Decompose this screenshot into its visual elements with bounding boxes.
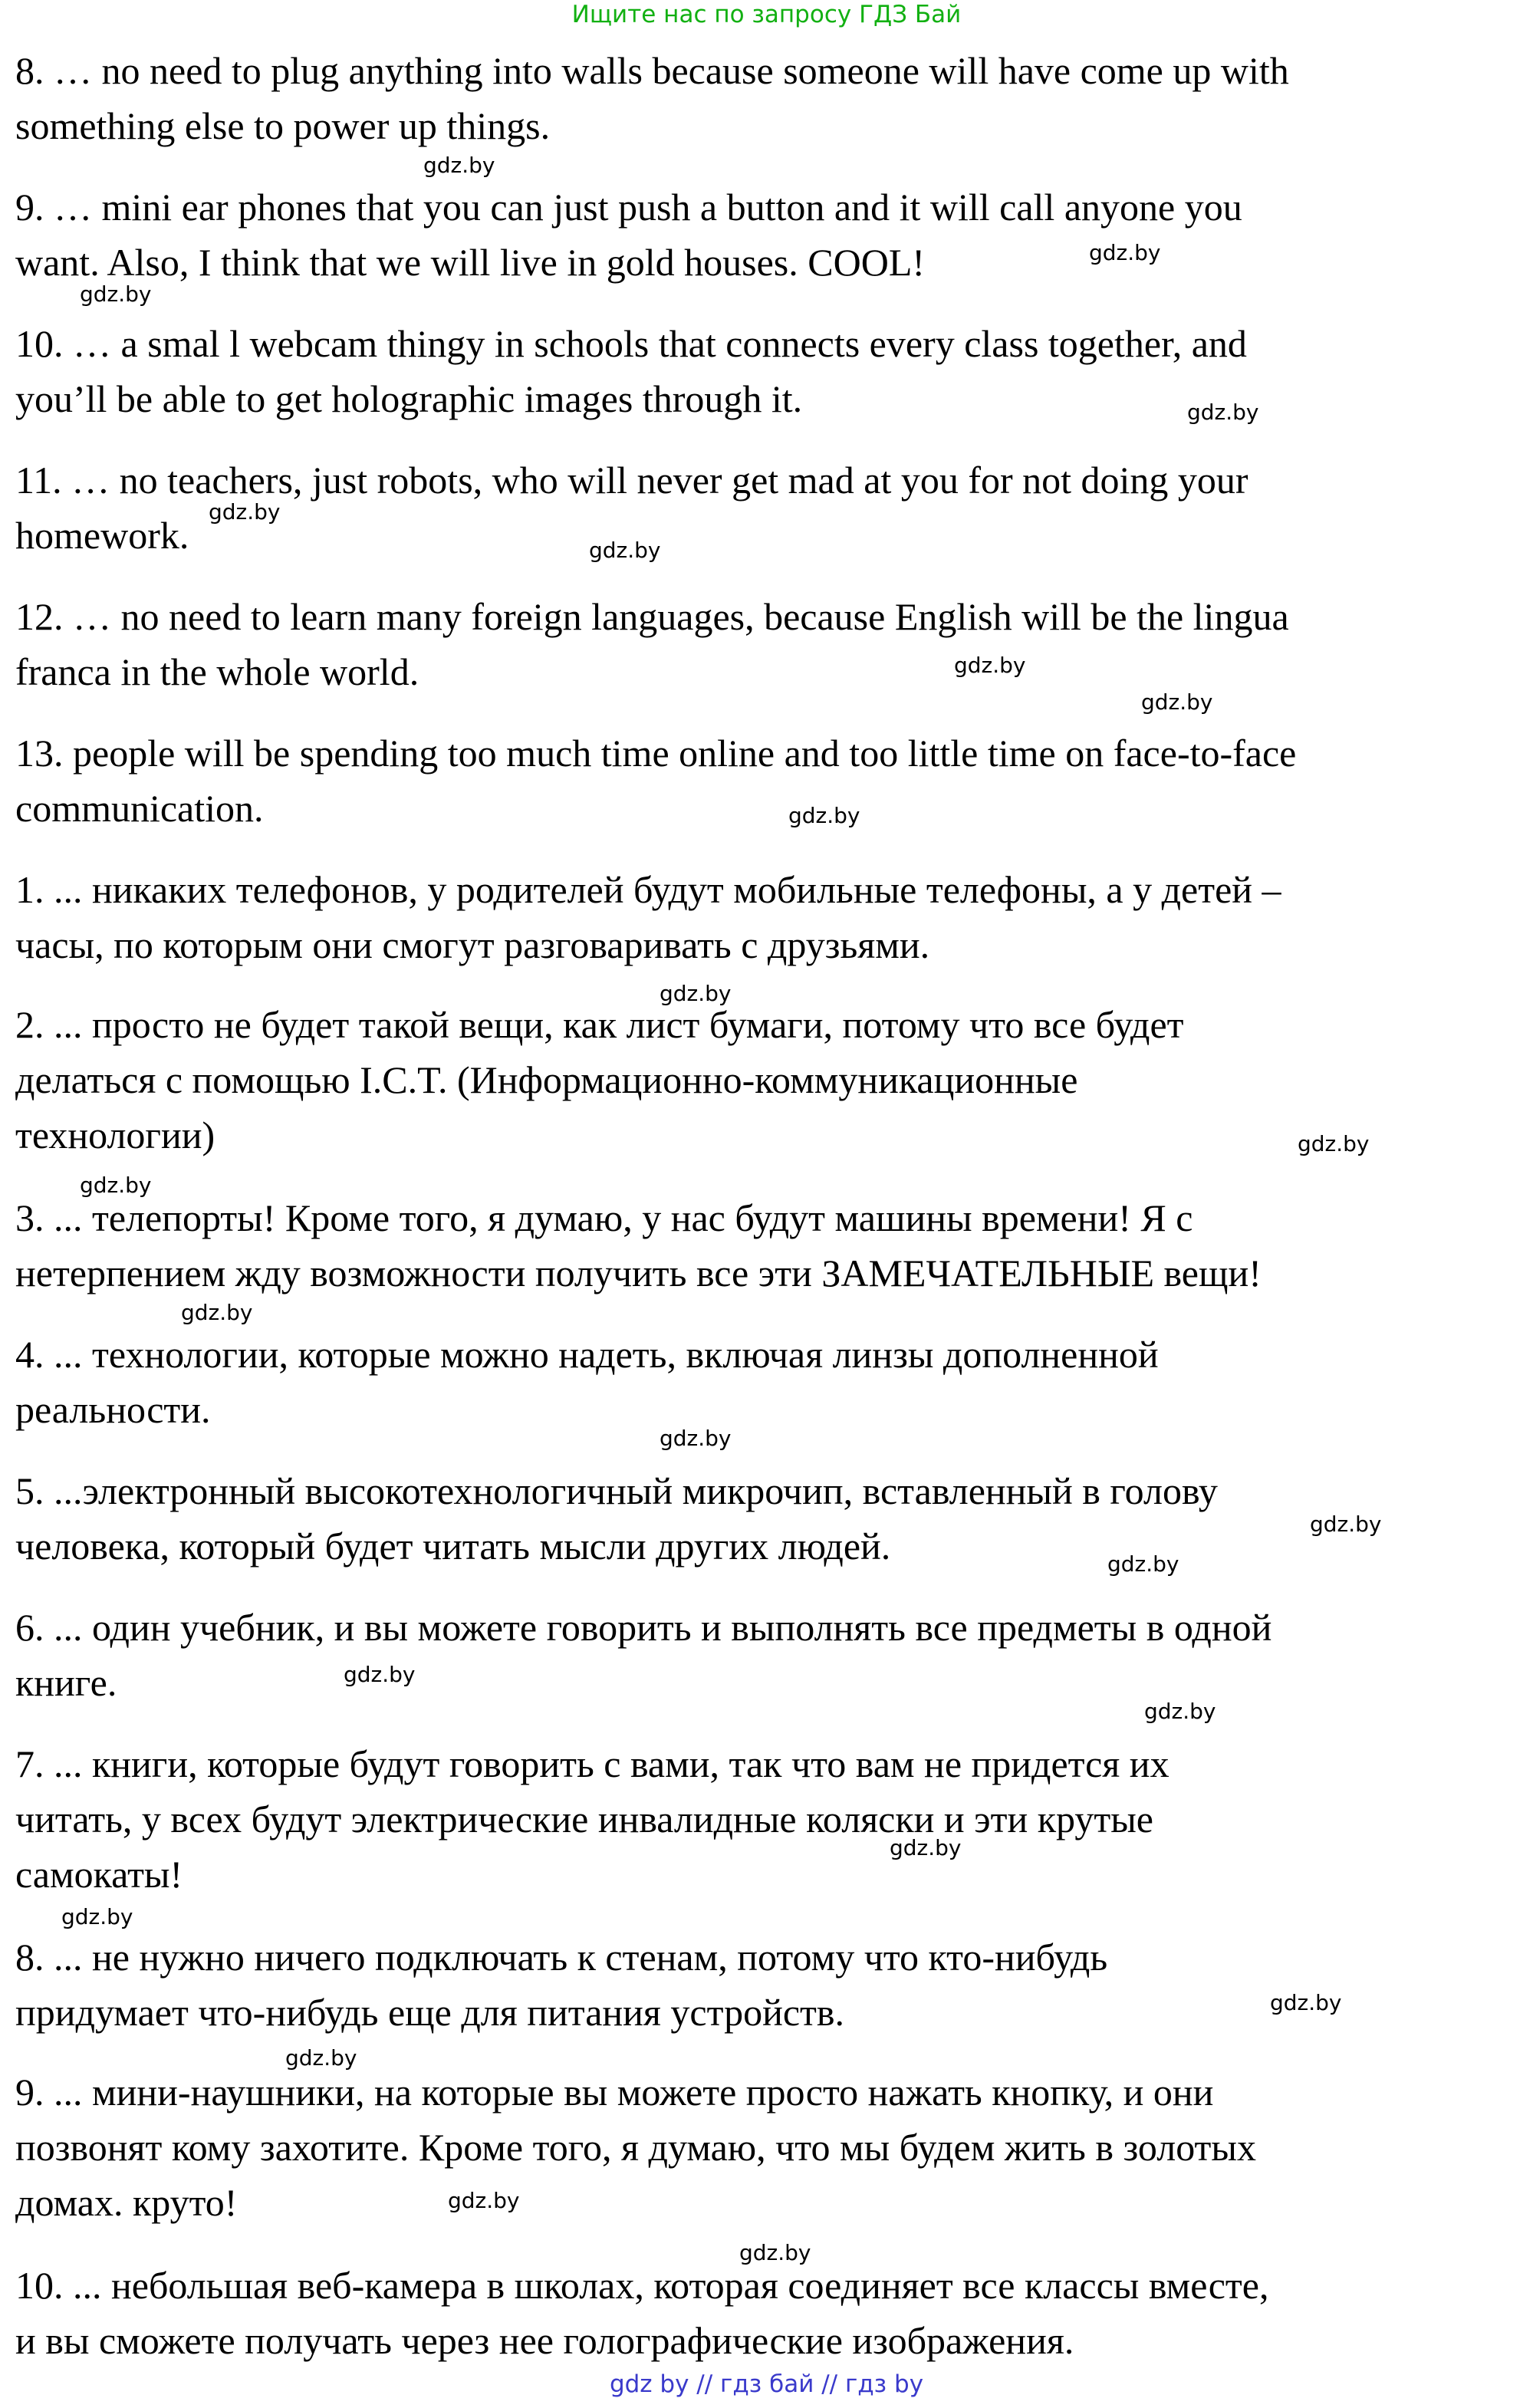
text-line: 13. people will be spending too much time online and too little time on face-to-face [15, 732, 1297, 775]
text-line: 10. ... небольшая веб-камера в школах, которая соединяет все классы вместе, [15, 2264, 1269, 2307]
text-line: 3. ... телепорты! Кроме того, я думаю, у нас будут машины времени! Я с [15, 1196, 1193, 1239]
text-line: 4. ... технологии, которые можно надеть, включая линзы дополненной [15, 1333, 1159, 1376]
watermark: gdz.by [954, 653, 1026, 678]
text-line: самокаты! [15, 1853, 183, 1896]
english-item-10 [15, 316, 1518, 426]
watermark: gdz.by [285, 2045, 357, 2071]
text-line: homework. [15, 514, 189, 557]
text-line: 5. ...электронный высокотехнологичный микрочип, вставленный в голову [15, 1469, 1218, 1512]
text-line: позвонят кому захотите. Кроме того, я думаю, что мы будем жить в золотых [15, 2126, 1256, 2169]
watermark: gdz.by [788, 803, 860, 828]
watermark: gdz.by [890, 1835, 962, 1860]
text-line: 9. ... мини-наушники, на которые вы можете просто нажать кнопку, и они [15, 2071, 1214, 2114]
watermark: gdz.by [1141, 689, 1213, 715]
watermark: gdz.by [61, 1904, 133, 1929]
english-item-9 [15, 179, 1518, 290]
watermark: gdz.by [1298, 1131, 1370, 1156]
text-line: делаться с помощью I.C.T. (Информационно-коммуникационные [15, 1058, 1078, 1101]
english-item-13 [15, 725, 1518, 836]
watermark: gdz.by [344, 1662, 416, 1687]
text-line: franca in the whole world. [15, 650, 419, 693]
watermark: gdz.by [1187, 400, 1259, 425]
text-line: технологии) [15, 1114, 215, 1156]
watermark: gdz.by [448, 2188, 520, 2213]
text-line: 6. ... один учебник, и вы можете говорить и выполнять все предметы в одной [15, 1606, 1272, 1649]
russian-item-4 [15, 1327, 1518, 1437]
text-line: читать, у всех будут электрические инвалидные коляски и эти крутые [15, 1798, 1153, 1841]
watermark: gdz.by [80, 281, 152, 307]
text-line: человека, который будет читать мысли других людей. [15, 1525, 891, 1568]
text-line: you’ll be able to get holographic images through it. [15, 377, 803, 420]
russian-item-5 [15, 1463, 1518, 1574]
text-line: 8. ... не нужно ничего подключать к стенам, потому что кто-нибудь [15, 1936, 1108, 1979]
russian-item-9 [15, 2064, 1518, 2230]
watermark: gdz.by [1144, 1699, 1216, 1724]
russian-item-10 [15, 2258, 1518, 2368]
text-line: 7. ... книги, которые будут говорить с вами, так что вам не придется их [15, 1742, 1169, 1785]
text-line: something else to power up things. [15, 104, 551, 147]
watermark: gdz.by [80, 1173, 152, 1198]
english-item-8 [15, 43, 1518, 153]
text-line: 8. … no need to plug anything into walls because someone will have come up with [15, 49, 1289, 92]
russian-item-7 [15, 1736, 1518, 1902]
text-line: communication. [15, 787, 264, 830]
text-line: 9. … mini ear phones that you can just push a button and it will call anyone you [15, 186, 1242, 229]
text-line: 12. … no need to learn many foreign languages, because English will be the lingua [15, 595, 1289, 638]
russian-item-8 [15, 1929, 1518, 2040]
watermark: gdz.by [589, 538, 661, 563]
watermark: gdz.by [660, 1426, 732, 1451]
russian-item-2 [15, 997, 1518, 1163]
text-line: часы, по которым они смогут разговаривать с друзьями. [15, 923, 930, 966]
text-line: домах. круто! [15, 2181, 238, 2224]
english-item-12 [15, 589, 1518, 699]
watermark: gdz.by [209, 499, 281, 525]
text-line: 10. … a smal l webcam thingy in schools that connects every class together, and [15, 322, 1247, 365]
watermark: gdz.by [660, 981, 732, 1006]
text-line: нетерпением жду возможности получить все эти ЗАМЕЧАТЕЛЬНЫЕ вещи! [15, 1252, 1262, 1294]
text-line: книге. [15, 1661, 117, 1704]
text-line: 11. … no teachers, just robots, who will never get mad at you for not doing your [15, 459, 1248, 502]
watermark: gdz.by [181, 1300, 253, 1325]
text-line: и вы сможете получать через нее голографические изображения. [15, 2319, 1074, 2362]
watermark: gdz.by [1310, 1512, 1382, 1537]
text-line: реальности. [15, 1388, 211, 1431]
top-banner: Ищите нас по запросу ГДЗ Бай [571, 1, 962, 28]
bottom-banner: gdz by // гдз бай // гдз by [609, 2370, 924, 2398]
text-line: 1. ... никаких телефонов, у родителей будут мобильные телефоны, а у детей – [15, 868, 1281, 911]
russian-item-3 [15, 1190, 1518, 1301]
watermark: gdz.by [739, 2240, 811, 2265]
russian-item-1 [15, 862, 1518, 972]
russian-item-6 [15, 1600, 1518, 1710]
watermark: gdz.by [423, 153, 495, 178]
text-line: want. Also, I think that we will live in gold houses. COOL! [15, 241, 926, 284]
watermark: gdz.by [1270, 1990, 1342, 2015]
text-line: придумает что-нибудь еще для питания устройств. [15, 1991, 844, 2034]
watermark: gdz.by [1107, 1551, 1179, 1577]
text-line: 2. ... просто не будет такой вещи, как лист бумаги, потому что все будет [15, 1003, 1184, 1046]
watermark: gdz.by [1089, 240, 1161, 265]
